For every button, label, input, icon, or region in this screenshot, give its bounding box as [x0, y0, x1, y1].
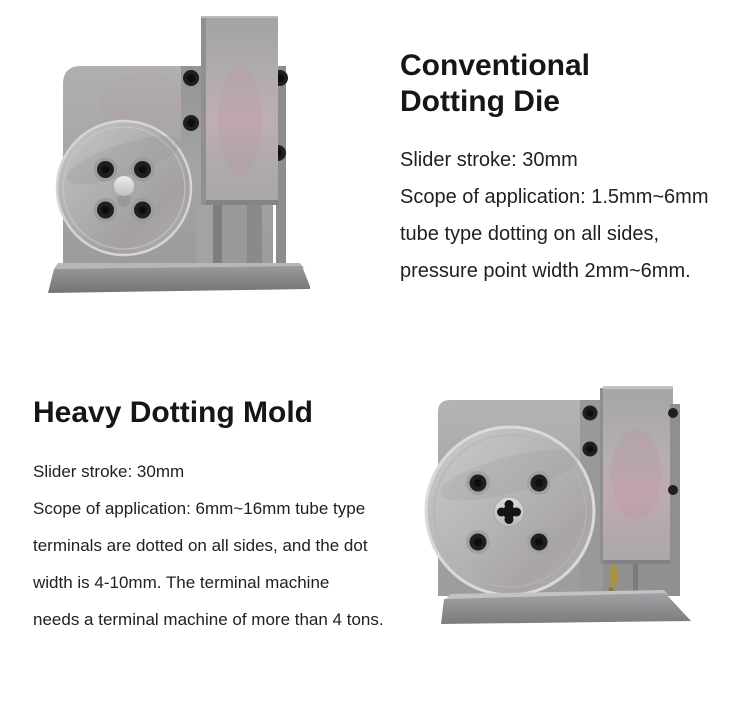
die-wheel	[57, 121, 191, 255]
bolt-icon	[131, 198, 155, 222]
conventional-die-illustration	[30, 10, 310, 300]
title-line: Dotting Die	[400, 85, 560, 118]
spec-line: width is 4-10mm. The terminal machine	[33, 573, 330, 592]
spec-line: tube type dotting on all sides,	[400, 223, 660, 245]
spec-line: Scope of application: 6mm~16mm tube type	[33, 499, 366, 518]
die-base	[48, 263, 310, 293]
bolt-icon	[94, 198, 118, 222]
section-conventional-dotting-die	[400, 48, 735, 290]
bolt-icon	[466, 471, 490, 495]
rust-stain	[609, 564, 619, 588]
bolt-icon	[583, 442, 598, 457]
bolt-icon	[527, 530, 551, 554]
title-line: Conventional	[400, 49, 591, 82]
heavy-dotting-mold-specs	[33, 453, 403, 638]
bolt-icon	[183, 70, 199, 86]
center-spline-hole	[494, 497, 524, 527]
conventional-dotting-die-specs	[400, 142, 735, 290]
mold-wheel	[426, 427, 594, 595]
spec-line: Slider stroke: 30mm	[33, 462, 185, 481]
mold-slider-column	[600, 386, 673, 564]
bolt-icon	[94, 158, 118, 182]
bolt-icon	[583, 406, 598, 421]
mold-base	[441, 590, 691, 624]
bolt-icon	[183, 115, 199, 131]
bolt-icon	[668, 408, 678, 418]
section-heavy-dotting-mold	[33, 395, 403, 638]
spec-line: needs a terminal machine of more than 4 tons.	[33, 610, 384, 629]
bolt-icon	[527, 471, 551, 495]
bolt-icon	[131, 158, 155, 182]
die-slider-column	[201, 16, 278, 205]
heavy-mold-illustration	[418, 380, 698, 650]
bolt-icon	[466, 530, 490, 554]
heavy-dotting-mold-photo	[418, 380, 698, 650]
bolt-icon	[668, 485, 678, 495]
heavy-dotting-mold-title	[33, 395, 403, 431]
spec-line: pressure point width 2mm~6mm.	[400, 260, 691, 282]
spec-line: terminals are dotted on all sides, and the dot	[33, 536, 368, 555]
die-slide-bars	[196, 205, 262, 267]
conventional-dotting-die-title	[400, 48, 735, 120]
conventional-dotting-die-photo	[30, 10, 310, 300]
title-line: Heavy Dotting Mold	[33, 396, 314, 429]
spec-line: Scope of application: 1.5mm~6mm	[400, 186, 709, 208]
spec-line: Slider stroke: 30mm	[400, 149, 578, 171]
